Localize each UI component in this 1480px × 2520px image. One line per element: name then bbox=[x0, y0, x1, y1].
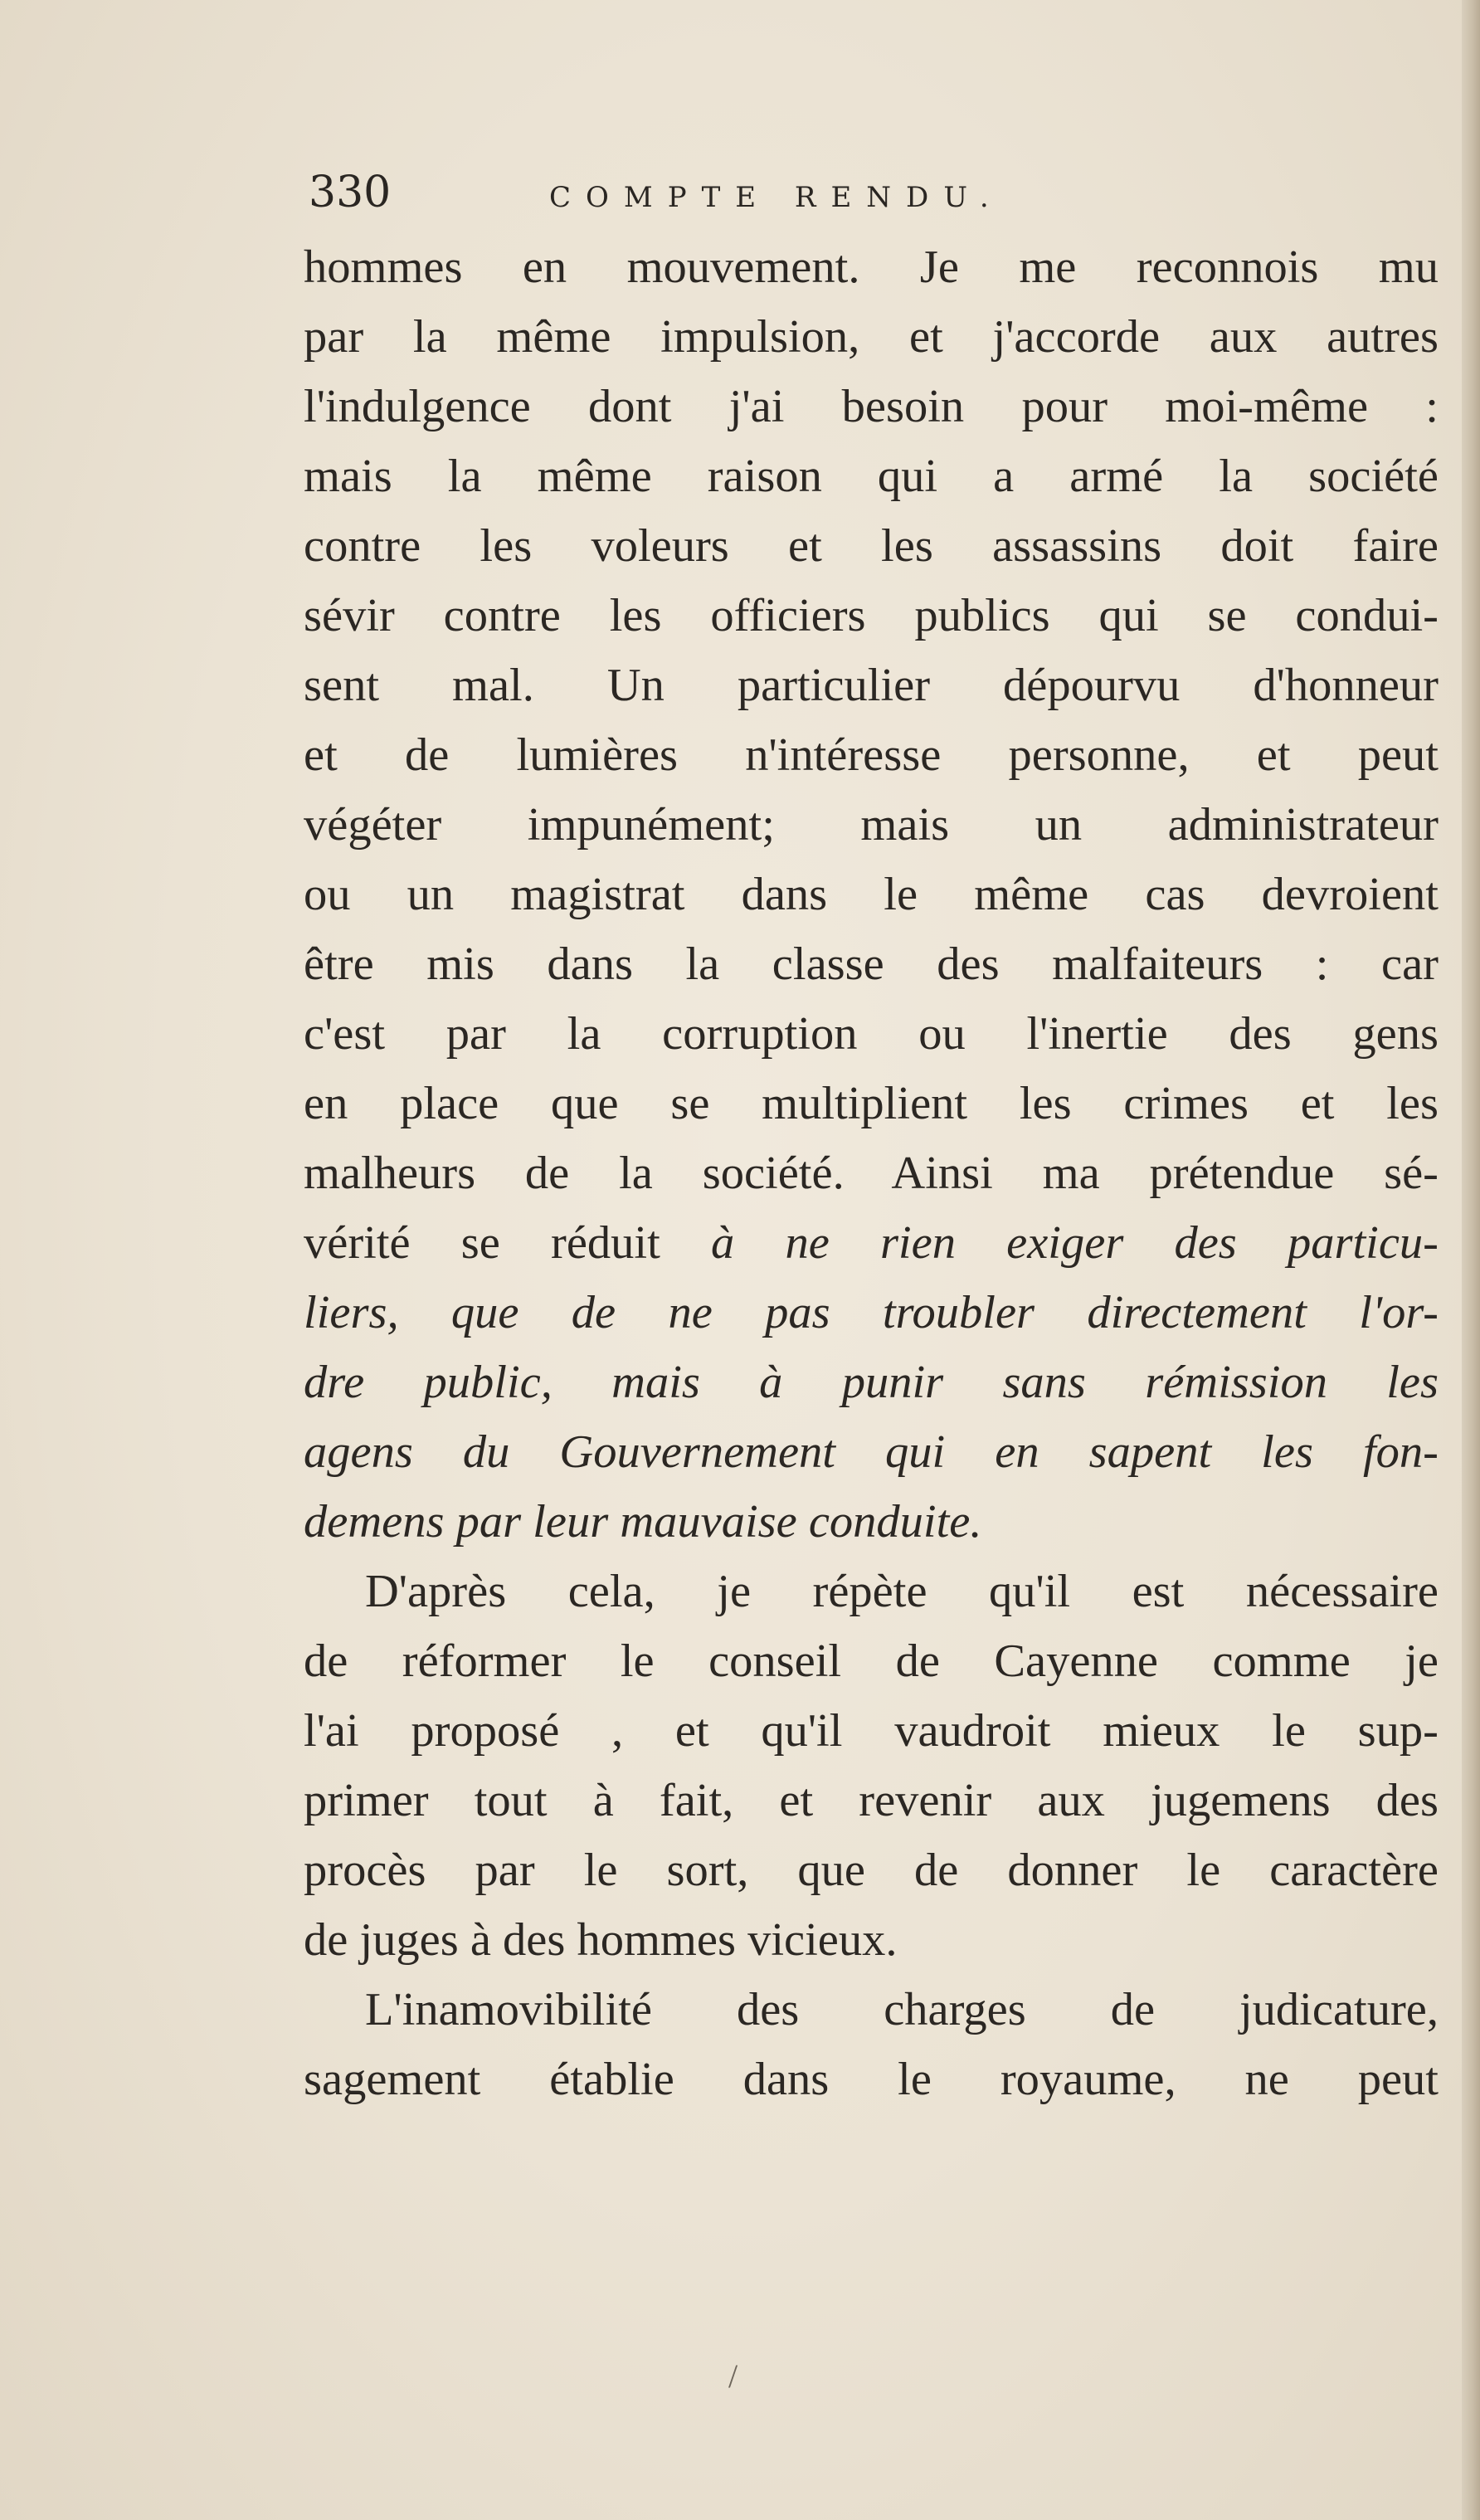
paragraph-start-line: D'après cela, je répète qu'il est nécessaire bbox=[365, 1566, 1439, 1617]
footer-mark: / bbox=[728, 2357, 738, 2395]
text-line: contre les voleurs et les assassins doit faire bbox=[304, 520, 1439, 572]
running-head: COMPTE RENDU. bbox=[549, 181, 1004, 214]
text-line-mixed bbox=[304, 1208, 1439, 1278]
body-text bbox=[304, 232, 1439, 2114]
text-line: procès par le sort, que de donner le caractère bbox=[304, 1845, 1439, 1896]
page-header bbox=[309, 159, 1453, 234]
text-roman-part: vérité se réduit bbox=[304, 1217, 660, 1269]
paragraph-start-line: L'inamovibilité des charges de judicature, bbox=[365, 1984, 1439, 2035]
page-edge bbox=[1462, 0, 1480, 2520]
text-line: hommes en mouvement. Je me reconnois mu bbox=[304, 241, 1439, 293]
text-line: c'est par la corruption ou l'inertie des gens bbox=[304, 1008, 1439, 1060]
text-line: sagement établie dans le royaume, ne peut bbox=[304, 2054, 1439, 2105]
text-line: de réformer le conseil de Cayenne comme je bbox=[304, 1635, 1439, 1687]
text-line-italic: liers, que de ne pas troubler directement l'or- bbox=[304, 1287, 1439, 1338]
text-line-italic: agens du Gouvernement qui en sapent les fon- bbox=[304, 1426, 1439, 1478]
text-line: mais la même raison qui a armé la société bbox=[304, 451, 1439, 502]
text-italic-part: à ne rien exiger des particu- bbox=[711, 1217, 1439, 1269]
text-line: primer tout à fait, et revenir aux jugemens des bbox=[304, 1775, 1439, 1826]
text-line: et de lumières n'intéresse personne, et peut bbox=[304, 729, 1439, 781]
text-line-italic: dre public, mais à punir sans rémission les bbox=[304, 1357, 1439, 1408]
text-line: végéter impunément; mais un administrateur bbox=[304, 799, 1439, 851]
text-line-italic: demens par leur mauvaise conduite. bbox=[304, 1496, 982, 1548]
text-line: ou un magistrat dans le même cas devroient bbox=[304, 869, 1439, 920]
text-line: l'indulgence dont j'ai besoin pour moi-même : bbox=[304, 381, 1439, 432]
page-number: 330 bbox=[309, 168, 392, 217]
text-line: l'ai proposé , et qu'il vaudroit mieux le sup- bbox=[304, 1705, 1439, 1757]
text-line: par la même impulsion, et j'accorde aux autres bbox=[304, 311, 1439, 363]
text-line: être mis dans la classe des malfaiteurs : car bbox=[304, 938, 1439, 990]
text-line: de juges à des hommes vicieux. bbox=[304, 1914, 898, 1966]
text-line: sévir contre les officiers publics qui se condui- bbox=[304, 590, 1439, 641]
text-line: en place que se multiplient les crimes et les bbox=[304, 1078, 1439, 1129]
text-line: malheurs de la société. Ainsi ma prétendue sé- bbox=[304, 1148, 1439, 1199]
text-line: sent mal. Un particulier dépourvu d'honneur bbox=[304, 660, 1439, 711]
